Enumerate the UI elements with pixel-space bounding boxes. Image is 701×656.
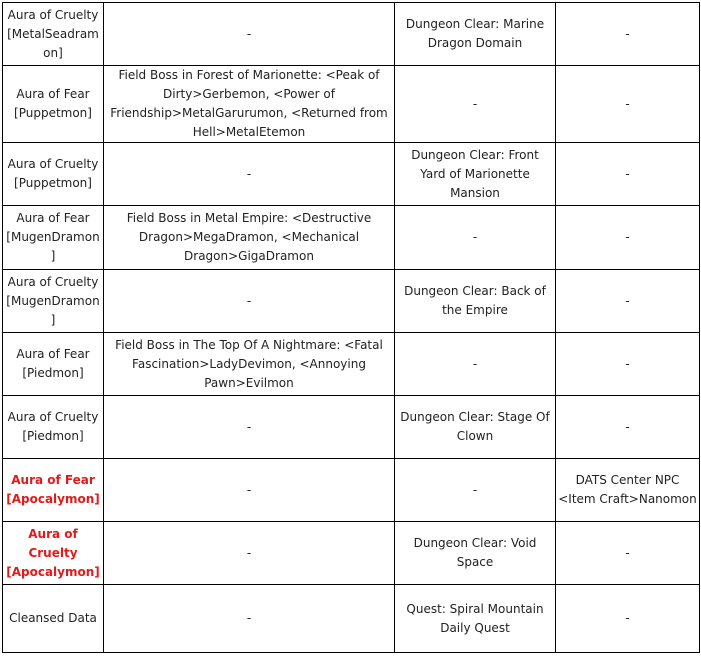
table-row <box>3 459 700 522</box>
item-name-cell: Aura of Cruelty [Piedmon] <box>3 396 104 459</box>
item-name-cell: Aura of Cruelty [Puppetmon] <box>3 143 104 206</box>
table-row <box>3 270 700 333</box>
item-name-cell: Aura of Fear [Apocalymon] <box>3 459 104 522</box>
npc-cell: - <box>556 66 700 143</box>
field-boss-cell: Field Boss in Metal Empire: <Destructive Dragon>MegaDramon, <Mechanical Dragon>GigaDramon <box>104 206 395 270</box>
npc-cell: - <box>556 206 700 270</box>
npc-cell: - <box>556 143 700 206</box>
dungeon-cell: Dungeon Clear: Void Space <box>395 522 556 585</box>
field-boss-cell: - <box>104 3 395 66</box>
table-row <box>3 585 700 653</box>
item-name-cell: Aura of Fear [Piedmon] <box>3 333 104 396</box>
item-name-cell: Aura of Cruelty [MugenDramon] <box>3 270 104 333</box>
item-name-cell: Aura of Cruelty [Apocalymon] <box>3 522 104 585</box>
table-row <box>3 396 700 459</box>
dungeon-cell: - <box>395 333 556 396</box>
table-row <box>3 3 700 66</box>
dungeon-cell: - <box>395 459 556 522</box>
field-boss-cell: - <box>104 585 395 653</box>
drop-source-table <box>2 2 700 653</box>
field-boss-cell: Field Boss in Forest of Marionette: <Peak of Dirty>Gerbemon, <Power of Friendship>MetalGarurumon, <Returned from Hell>MetalEtemon <box>104 66 395 143</box>
npc-cell: - <box>556 522 700 585</box>
npc-cell: - <box>556 3 700 66</box>
item-name-cell: Aura of Fear [MugenDramon] <box>3 206 104 270</box>
npc-cell: - <box>556 585 700 653</box>
field-boss-cell: - <box>104 396 395 459</box>
npc-cell: - <box>556 396 700 459</box>
dungeon-cell: Quest: Spiral Mountain Daily Quest <box>395 585 556 653</box>
npc-cell: - <box>556 270 700 333</box>
dungeon-cell: Dungeon Clear: Front Yard of Marionette Mansion <box>395 143 556 206</box>
table-row <box>3 143 700 206</box>
dungeon-cell: - <box>395 206 556 270</box>
field-boss-cell: Field Boss in The Top Of A Nightmare: <Fatal Fascination>LadyDevimon, <Annoying Pawn>Evilmon <box>104 333 395 396</box>
dungeon-cell: - <box>395 66 556 143</box>
item-name-cell: Aura of Fear [Puppetmon] <box>3 66 104 143</box>
item-name-cell: Aura of Cruelty [MetalSeadramon] <box>3 3 104 66</box>
field-boss-cell: - <box>104 522 395 585</box>
dungeon-cell: Dungeon Clear: Stage Of Clown <box>395 396 556 459</box>
dungeon-cell: Dungeon Clear: Back of the Empire <box>395 270 556 333</box>
item-name-cell: Cleansed Data <box>3 585 104 653</box>
field-boss-cell: - <box>104 270 395 333</box>
table-row <box>3 333 700 396</box>
table-row <box>3 206 700 270</box>
dungeon-cell: Dungeon Clear: Marine Dragon Domain <box>395 3 556 66</box>
table-row <box>3 66 700 143</box>
npc-cell: - <box>556 333 700 396</box>
table-row <box>3 522 700 585</box>
table-body <box>3 3 700 653</box>
field-boss-cell: - <box>104 143 395 206</box>
npc-cell: DATS Center NPC <Item Craft>Nanomon <box>556 459 700 522</box>
field-boss-cell: - <box>104 459 395 522</box>
